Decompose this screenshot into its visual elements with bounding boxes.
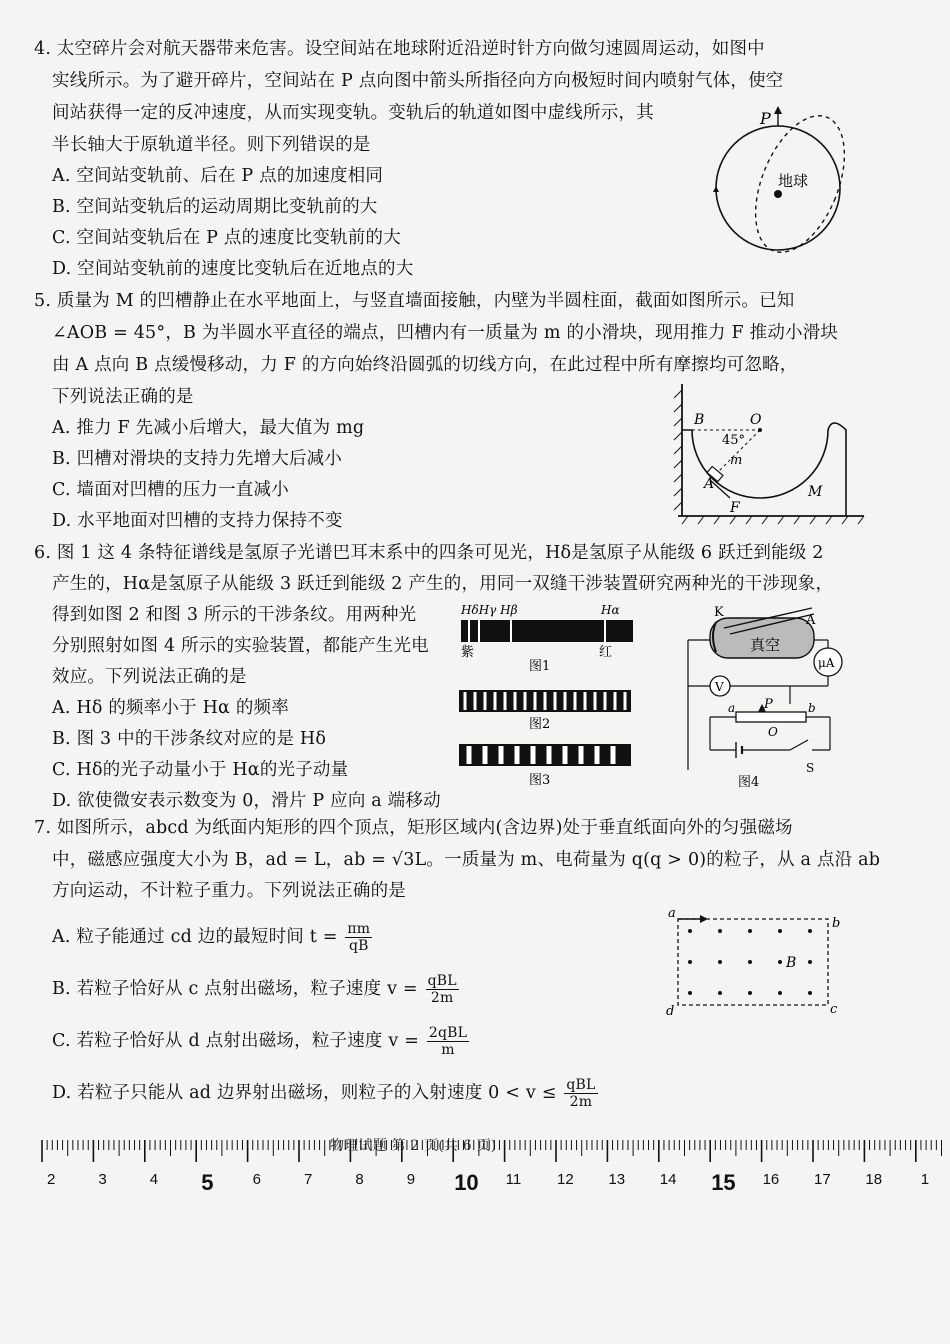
h-alpha-label: Hα: [601, 603, 620, 617]
q5-option-a: A. 推力 F 先减小后增大，最大值为 mg: [52, 418, 365, 438]
ruler-number: 14: [659, 1171, 677, 1188]
q5-option-d: D. 水平地面对凹槽的支持力保持不变: [52, 511, 343, 531]
label-f: F: [730, 500, 740, 516]
label-o: O: [750, 412, 762, 428]
vertex-a-label: a: [668, 906, 676, 921]
label-a: A: [704, 476, 715, 492]
red-label: 红: [599, 645, 613, 660]
q7-c-numerator: 2qBL: [428, 1025, 468, 1041]
switch-label: S: [806, 761, 815, 775]
ruler-number: 16: [762, 1171, 780, 1188]
q5-stem-line2: ∠AOB = 45°，B 为半圆水平直径的端点，凹槽内有一质量为 m 的小滑块，现用推力 F 推动小滑块: [52, 323, 839, 343]
slider-p-label: P: [764, 697, 773, 712]
vertex-c-label: c: [830, 1002, 838, 1017]
vertex-d-label: d: [666, 1004, 675, 1019]
q5-groove-figure: [668, 380, 868, 526]
ruler-number: 11: [505, 1171, 522, 1188]
ruler-number: 4: [149, 1171, 159, 1188]
fig1-caption: 图1: [529, 659, 551, 674]
ruler-number: 8: [355, 1171, 364, 1188]
field-rectangle: [678, 919, 828, 1005]
q6-option-c: C. Hδ的光子动量小于 Hα的光子动量: [52, 760, 349, 780]
ruler: [28, 1140, 950, 1200]
direction-arrow-icon: [713, 186, 719, 192]
q4-option-a: A. 空间站变轨前、后在 P 点的加速度相同: [52, 166, 384, 186]
label-big-m: M: [808, 484, 823, 500]
q7-option-d-text: D. 若粒子只能从 ad 边界射出磁场，则粒子的入射速度 0 < v ≤: [52, 1083, 557, 1103]
ruler-number: 6: [252, 1171, 261, 1188]
ruler-number: 18: [865, 1171, 883, 1188]
q4-stem-line4: 半长轴大于原轨道半径。则下列错误的是: [52, 135, 371, 155]
fig3-caption: 图3: [529, 773, 551, 788]
fig2-caption: 图2: [529, 717, 551, 732]
point-o-label: O: [768, 725, 778, 739]
vertex-b-label: b: [832, 916, 841, 931]
end-b-label: b: [808, 701, 816, 715]
violet-label: 紫: [461, 645, 475, 660]
q7-b-numerator: qBL: [427, 973, 457, 989]
q7-d-denominator: 2m: [569, 1094, 593, 1110]
ruler-number: 17: [814, 1171, 831, 1188]
microammeter-label: μA: [818, 656, 835, 670]
velocity-arrow-icon: [700, 915, 708, 923]
anode-label: A: [806, 613, 816, 628]
q7-a-numerator: πm: [347, 921, 371, 937]
spectrum-bar: [461, 620, 633, 642]
q7-b-denominator: 2m: [430, 990, 454, 1006]
q6-stem-line2: 产生的，Hα是氢原子从能级 3 跃迁到能级 2 产生的，用同一双缝干涉装置研究两种光的干涉现象，: [52, 574, 834, 594]
field-b-label: B: [786, 955, 797, 971]
q7-option-a-text: A. 粒子能通过 cd 边的最短时间 t =: [52, 927, 338, 947]
q5-option-c: C. 墙面对凹槽的压力一直减小: [52, 480, 289, 500]
q5-stem-line1: 5. 质量为 M 的凹槽静止在水平地面上，与竖直墙面接触，内壁为半圆柱面，截面如图所示。已知: [34, 291, 795, 311]
q4-stem-line3: 间站获得一定的反冲速度，从而实现变轨。变轨后的轨道如图中虚线所示，其: [52, 103, 654, 123]
ruler-number: 3: [98, 1171, 107, 1188]
q5-stem-line3: 由 A 点向 B 点缓慢移动，力 F 的方向始终沿圆弧的切线方向，在此过程中所有摩擦均可忽略，: [52, 355, 798, 375]
q7-option-b: [52, 973, 459, 1006]
ruler-number: 1: [920, 1171, 930, 1188]
vacuum-label: 真空: [750, 636, 781, 654]
q7-c-denominator: m: [441, 1042, 455, 1058]
q4-option-d: D. 空间站变轨前的速度比变轨后在近地点的大: [52, 259, 414, 279]
q5-stem-line4: 下列说法正确的是: [52, 387, 194, 407]
end-a-label: a: [728, 701, 736, 715]
arrow-head-icon: [774, 106, 782, 114]
q6-spectra-figure: [455, 598, 645, 798]
ruler-number: 12: [557, 1171, 574, 1188]
point-p-label: P: [760, 109, 771, 128]
label-b: B: [694, 412, 705, 428]
switch: [790, 740, 808, 750]
ruler-number: 5: [201, 1170, 214, 1195]
q5-option-b: B. 凹槽对滑块的支持力先增大后减小: [52, 449, 343, 469]
ruler-number: 2: [47, 1171, 56, 1188]
q7-option-d: [52, 1077, 598, 1110]
q6-stem-line1: 6. 图 1 这 4 条特征谱线是氢原子光谱巴耳末系中的四条可见光，Hδ是氢原子从能级 6 跃迁到能级 2: [34, 543, 824, 563]
ruler-number: 7: [304, 1171, 313, 1188]
q4-option-c: C. 空间站变轨后在 P 点的速度比变轨前的大: [52, 228, 401, 248]
q4-stem-line1: 4. 太空碎片会对航天器带来危害。设空间站在地球附近沿逆时针方向做匀速圆周运动，如图中: [34, 39, 765, 59]
voltmeter-label: V: [715, 680, 724, 694]
q6-option-b: B. 图 3 中的干涉条纹对应的是 Hδ: [52, 729, 327, 749]
cathode-label: K: [714, 605, 724, 620]
q6-option-d: D. 欲使微安表示数变为 0，滑片 P 应向 a 端移动: [52, 791, 441, 811]
q7-d-numerator: qBL: [566, 1077, 596, 1093]
ruler-number: 15: [711, 1170, 736, 1195]
ruler-number: 13: [608, 1171, 626, 1188]
q7-field-figure: [660, 905, 850, 1020]
ruler-number: 9: [406, 1171, 416, 1188]
q4-option-b: B. 空间站变轨后的运动周期比变轨前的大: [52, 197, 378, 217]
ruler-number: 10: [454, 1170, 479, 1195]
q6-circuit-figure: [680, 600, 850, 800]
q7-stem-line2: 中，磁感应强度大小为 B，ad = L，ab = √3L。一质量为 m、电荷量为 q(q > 0)的粒子，从 a 点沿 ab: [52, 850, 881, 870]
q7-stem-line3: 方向运动，不计粒子重力。下列说法正确的是: [52, 881, 406, 901]
page-footer: 物理试题 第 2 页(共 6 页): [330, 1138, 497, 1154]
q4-orbit-figure: [700, 100, 880, 270]
q7-option-c: [52, 1025, 469, 1058]
angle-label: 45°: [722, 433, 746, 448]
q7-option-a: [52, 921, 372, 954]
q6-stem-line5: 效应。下列说法正确的是: [52, 667, 247, 687]
label-m: m: [730, 453, 743, 468]
q6-option-a: A. Hδ 的频率小于 Hα 的频率: [52, 698, 289, 718]
rheostat: [736, 712, 806, 722]
q7-option-b-text: B. 若粒子恰好从 c 点射出磁场，粒子速度 v =: [52, 979, 418, 999]
q7-a-denominator: qB: [349, 938, 369, 954]
q6-stem-line4: 分别照射如图 4 所示的实验装置，都能产生光电: [52, 636, 429, 656]
earth-dot: [774, 190, 782, 198]
spectral-lines-label: HδHγ Hβ: [461, 603, 518, 617]
fig4-caption: 图4: [738, 775, 760, 790]
q7-option-c-text: C. 若粒子恰好从 d 点射出磁场，粒子速度 v =: [52, 1031, 420, 1051]
earth-label: 地球: [778, 172, 809, 190]
q7-stem-line1: 7. 如图所示，abcd 为纸面内矩形的四个顶点，矩形区域内(含边界)处于垂直纸面向外的匀强磁场: [34, 818, 793, 838]
q4-stem-line2: 实线所示。为了避开碎片，空间站在 P 点向图中箭头所指径向方向极短时间内喷射气体，使空: [52, 71, 784, 91]
q6-stem-line3: 得到如图 2 和图 3 所示的干涉条纹。用两种光: [52, 605, 417, 625]
